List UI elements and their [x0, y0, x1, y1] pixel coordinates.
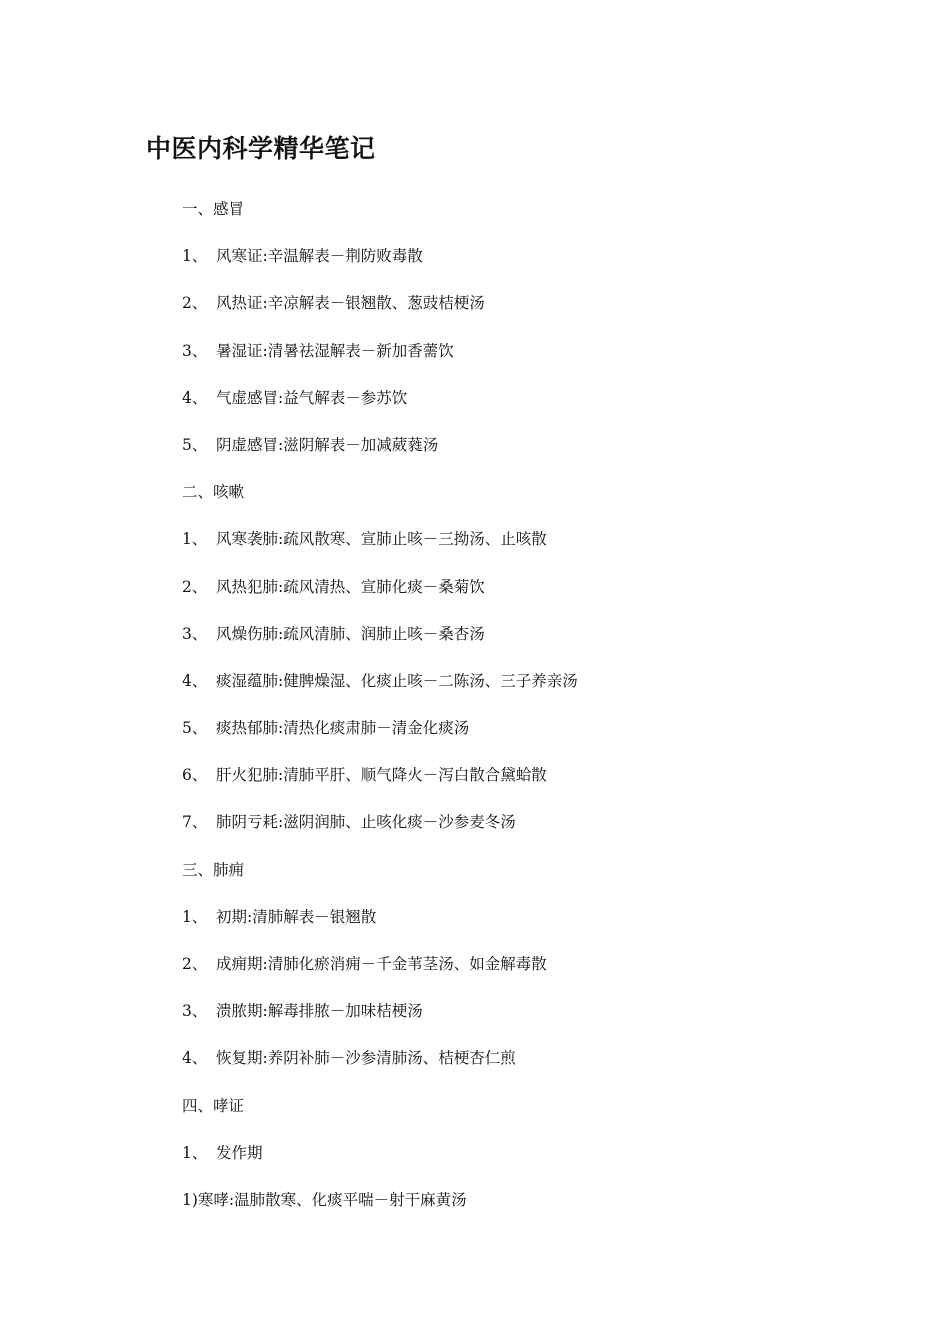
item-text: 风燥伤肺:疏风清肺、润肺止咳－桑杏汤 — [216, 624, 485, 643]
note-line — [182, 477, 882, 524]
note-item — [182, 1138, 882, 1185]
item-text: 气虚感冒:益气解表－参苏饮 — [216, 388, 408, 407]
note-item — [182, 288, 882, 335]
note-item — [182, 760, 882, 807]
note-line — [182, 1091, 882, 1138]
item-number: 2、 — [182, 577, 208, 596]
item-number: 2、 — [182, 294, 208, 313]
item-number: 1、 — [182, 530, 208, 549]
item-number: 6、 — [182, 766, 208, 785]
note-line — [182, 855, 882, 902]
item-text: 痰湿蕴肺:健脾燥湿、化痰止咳－二陈汤、三子养亲汤 — [216, 671, 578, 690]
item-text: 风寒证:辛温解表－荆防败毒散 — [216, 247, 423, 266]
item-number: 4、 — [182, 388, 208, 407]
note-item — [182, 383, 882, 430]
item-text: 二、咳嗽 — [182, 483, 245, 502]
page-title: 中医内科学精华笔记 — [146, 134, 376, 163]
note-item — [182, 572, 882, 619]
item-number: 1、 — [182, 907, 208, 926]
item-number: 5、 — [182, 719, 208, 738]
item-number: 3、 — [182, 1002, 208, 1021]
item-text: 成痈期:清肺化瘀消痈－千金苇茎汤、如金解毒散 — [216, 955, 547, 973]
note-item — [182, 241, 882, 288]
note-item — [182, 713, 882, 760]
item-number: 3、 — [182, 624, 208, 643]
item-text: 初期:清肺解表－银翘散 — [216, 907, 377, 926]
note-item — [182, 902, 882, 949]
note-item — [182, 619, 882, 666]
item-number: 1、 — [182, 1143, 208, 1162]
item-text: 发作期 — [216, 1143, 263, 1162]
item-text: 三、肺痈 — [182, 860, 245, 879]
item-number: 4、 — [182, 1049, 208, 1068]
note-item — [182, 949, 882, 996]
item-text: 溃脓期:解毒排脓－加味桔梗汤 — [216, 1002, 423, 1021]
note-item — [182, 336, 882, 383]
note-line — [182, 194, 882, 241]
item-number: 7、 — [182, 813, 208, 832]
note-item — [182, 807, 882, 854]
item-text: 痰热郁肺:清热化痰肃肺－清金化痰汤 — [216, 719, 470, 738]
item-number: 3、 — [182, 341, 208, 360]
item-text: 恢复期:养阴补肺－沙参清肺汤、桔梗杏仁煎 — [216, 1049, 516, 1068]
note-line — [182, 1185, 882, 1232]
item-text: 一、感冒 — [182, 200, 245, 218]
item-text: 风热证:辛凉解表－银翘散、葱豉桔梗汤 — [216, 294, 485, 313]
item-number: 4、 — [182, 671, 208, 690]
note-item — [182, 430, 882, 477]
item-text: 暑湿证:清暑祛湿解表－新加香薷饮 — [216, 341, 454, 360]
item-text: 肺阴亏耗:滋阴润肺、止咳化痰－沙参麦冬汤 — [216, 813, 516, 832]
note-lines — [182, 194, 882, 1232]
item-number: 5、 — [182, 435, 208, 454]
item-text: 风寒袭肺:疏风散寒、宣肺止咳－三拗汤、止咳散 — [216, 530, 547, 549]
item-text: 1)寒哮:温肺散寒、化痰平喘－射干麻黄汤 — [182, 1190, 467, 1209]
item-text: 四、哮证 — [182, 1096, 245, 1115]
note-item — [182, 1043, 882, 1090]
item-text: 肝火犯肺:清肺平肝、顺气降火－泻白散合黛蛤散 — [216, 766, 547, 785]
item-number: 2、 — [182, 955, 208, 973]
item-text: 阴虚感冒:滋阴解表－加减葳蕤汤 — [216, 435, 439, 454]
item-number: 1、 — [182, 247, 208, 266]
note-item — [182, 524, 882, 571]
item-text: 风热犯肺:疏风清热、宣肺化痰－桑菊饮 — [216, 577, 485, 596]
note-item — [182, 996, 882, 1043]
note-item — [182, 666, 882, 713]
